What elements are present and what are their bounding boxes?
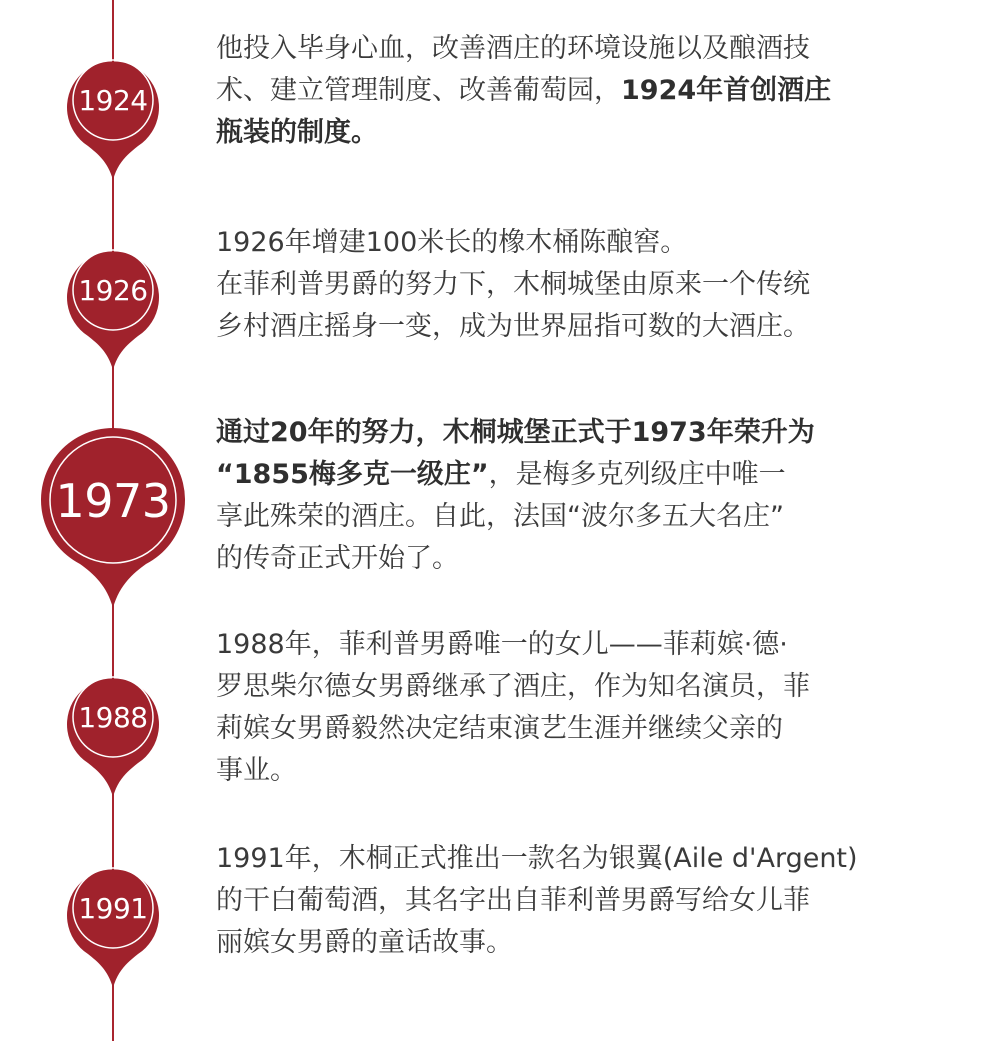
entry-line [216,880,956,922]
timeline-entry-1973 [216,412,956,580]
timeline-marker-1926 [0,240,226,380]
entry-text: 的干白葡萄酒，其名字出自菲利普男爵写给女儿菲 [216,885,810,916]
entry-line [216,922,956,964]
marker-year: 1973 [55,474,171,528]
timeline-marker-1988 [0,667,226,807]
entry-line [216,624,956,666]
entry-text: 1991年，木桐正式推出一款名为银翼(Aile d'Argent) [216,843,858,874]
entry-text-bold: 通过20年的努力，木桐城堡正式于1973年荣升为 [216,417,815,448]
map-pin-icon [0,240,226,380]
entry-line [216,838,956,880]
entry-text: 事业。 [216,755,297,786]
map-pin-icon [0,858,226,998]
entry-line [216,70,956,112]
timeline-entry-1991 [216,838,956,964]
entry-line [216,666,956,708]
entry-line [216,454,956,496]
timeline-marker-1924 [0,50,226,190]
map-pin-icon [0,667,226,807]
entry-line [216,306,956,348]
timeline-marker-1973 [0,428,226,618]
entry-text-bold: 瓶装的制度。 [216,117,378,148]
entry-text: 在菲利普男爵的努力下，木桐城堡由原来一个传统 [216,269,810,300]
entry-text: ，是梅多克列级庄中唯一 [488,459,786,490]
entry-line [216,112,956,154]
entry-text: 1926年增建100米长的橡木桶陈酿窖。 [216,227,688,258]
marker-year: 1991 [78,892,148,925]
entry-line [216,496,956,538]
timeline-entry-1926 [216,222,956,348]
entry-text: 莉嫔女男爵毅然决定结束演艺生涯并继续父亲的 [216,713,783,744]
entry-line [216,222,956,264]
entry-text: 他投入毕身心血，改善酒庄的环境设施以及酿酒技 [216,33,810,64]
marker-year: 1988 [78,701,148,734]
entry-text: 罗思柴尔德女男爵继承了酒庄，作为知名演员，菲 [216,671,810,702]
entry-text: 1988年，菲利普男爵唯一的女儿——菲莉嫔·德· [216,629,788,660]
entry-line [216,28,956,70]
entry-line [216,264,956,306]
map-pin-icon [0,50,226,190]
entry-line [216,750,956,792]
entry-line [216,538,956,580]
entry-text: 乡村酒庄摇身一变，成为世界屈指可数的大酒庄。 [216,311,810,342]
entry-text: 丽嫔女男爵的童话故事。 [216,927,513,958]
entry-text: 享此殊荣的酒庄。自此，法国“波尔多五大名庄” [216,501,784,532]
entry-text-bold: 1924年首创酒庄 [621,75,832,106]
entry-line [216,412,956,454]
marker-year: 1926 [78,274,148,307]
timeline-entry-1924 [216,28,956,154]
entry-text-bold: “1855梅多克一级庄” [216,459,489,490]
marker-year: 1924 [78,84,148,117]
entry-line [216,708,956,750]
timeline-marker-1991 [0,858,226,998]
timeline-entry-1988 [216,624,956,792]
entry-text: 术、建立管理制度、改善葡萄园， [216,75,621,106]
entry-text: 的传奇正式开始了。 [216,543,459,574]
